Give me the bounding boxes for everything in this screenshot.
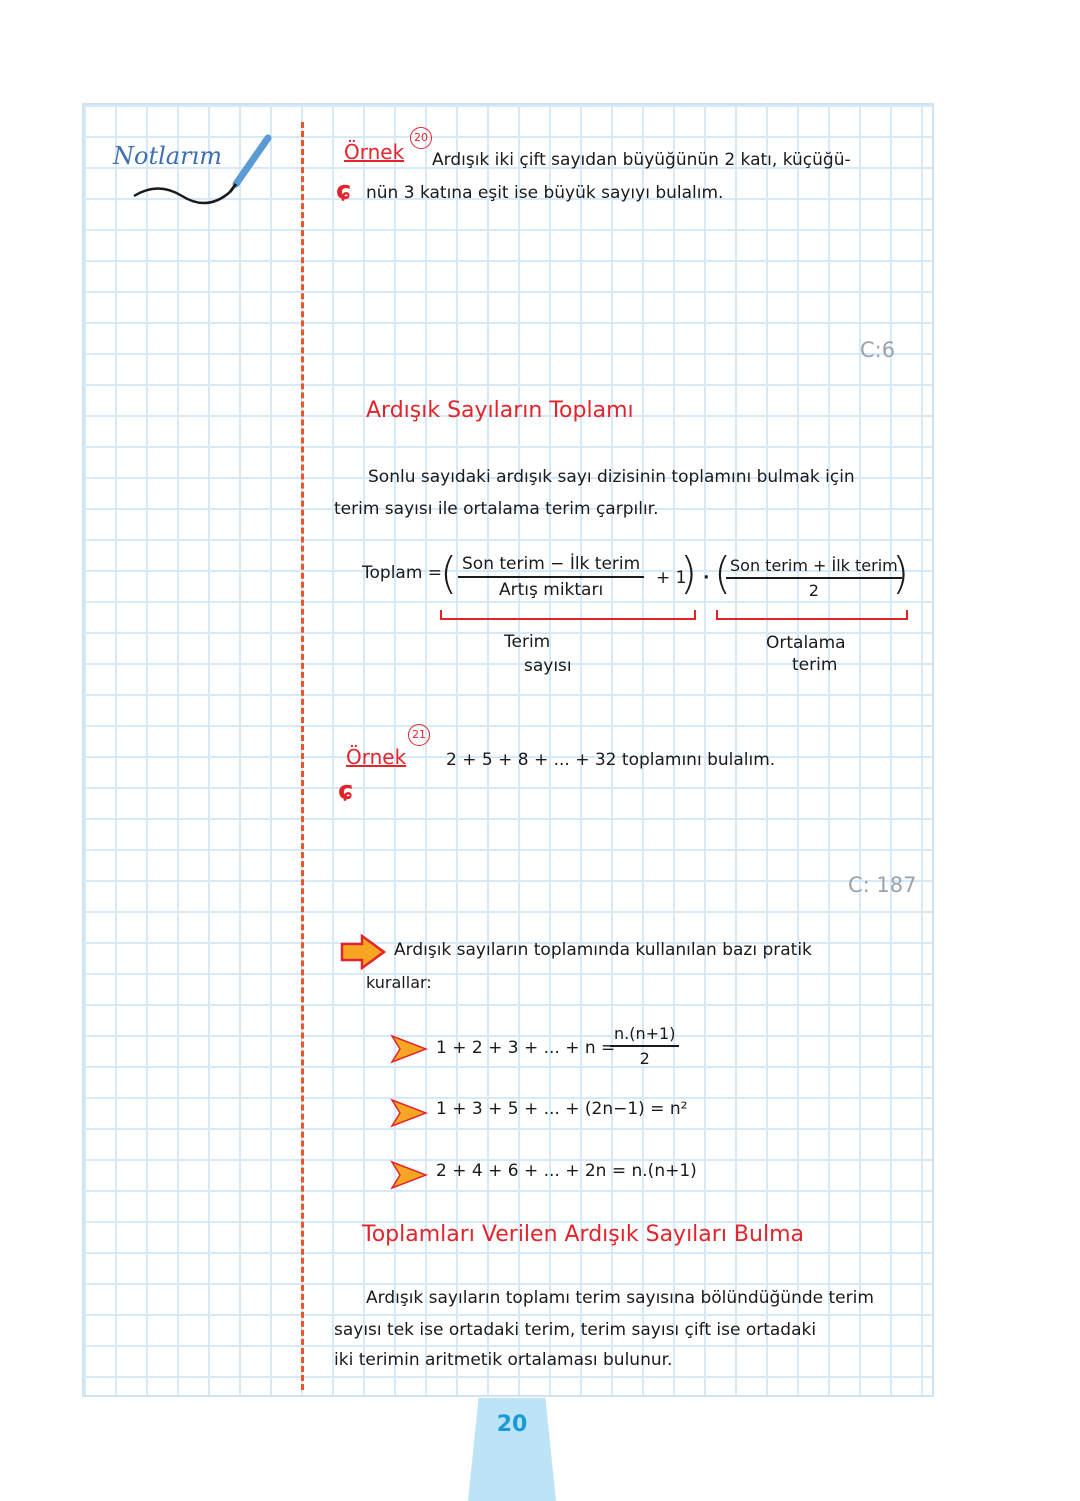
rule-1-denominator: 2 [639,1049,650,1068]
section-1-line2: terim sayısı ile ortalama terim çarpılır. [334,499,659,519]
example-21-number: 21 [408,724,430,746]
example-21-label: Örnek [346,745,407,769]
example-20-label: Örnek [344,140,405,164]
formula-paren-left-1: ( [440,548,458,599]
arrow-icon [340,934,386,970]
label-average: Ortalama [766,633,846,653]
bullet-arrow-icon-2 [390,1098,428,1128]
bullet-arrow-icon [390,1034,428,1064]
section-2-line2: sayısı tek ise ortadaki terim, terim sayısı çift ise ortadaki [334,1320,817,1340]
formula-paren-right-2: ) [892,548,910,599]
swirl-icon-2: ɕ [338,776,354,806]
notes-title: Notlarım [113,142,222,170]
section-1-line1: Sonlu sayıdaki ardışık sayı dizisinin toplamını bulmak için [368,467,855,487]
swirl-icon: ɕ [336,176,352,206]
rules-intro-line2: kurallar: [366,973,432,992]
rule-1-lhs: 1 + 2 + 3 + ... + n = [436,1038,616,1058]
example-20-number: 20 [410,127,432,149]
rule-2: 1 + 3 + 5 + ... + (2n−1) = n² [436,1099,688,1119]
example-21-text: 2 + 5 + 8 + ... + 32 toplamını bulalım. [446,750,776,770]
bullet-arrow-icon-3 [390,1160,428,1190]
brace-average-term [716,610,908,620]
frac2-numerator: Son terim + İlk terim [726,556,902,579]
margin-divider [301,122,304,1390]
example-20-line2: nün 3 katına eşit ise büyük sayıyı bulalım. [366,183,724,203]
label-average-term: terim [792,655,838,675]
section-heading-sum: Ardışık Sayıların Toplamı [366,398,634,423]
formula-dot: · [703,568,710,588]
frac1-denominator: Artış miktarı [499,580,604,600]
example-20-line1: Ardışık iki çift sayıdan büyüğünün 2 katı, küçüğü- [432,150,851,170]
example-21-answer: C: 187 [848,873,917,897]
formula-paren-right-1: ) [680,548,698,599]
label-term: Terim [504,632,551,652]
rules-intro-line1: Ardışık sayıların toplamında kullanılan bazı pratik [394,940,812,960]
label-count: sayısı [524,656,572,676]
example-20-answer: C:6 [860,338,896,362]
page-number: 20 [496,1412,528,1437]
frac1-numerator: Son terim − İlk terim [458,554,644,578]
rule-1-numerator: n.(n+1) [610,1024,679,1047]
pencil-squiggle-icon [130,132,275,212]
formula-paren-left-2: ( [714,548,732,599]
section-2-line3: iki terimin aritmetik ortalaması bulunur. [334,1350,673,1370]
brace-term-count [440,610,696,620]
frac2-denominator: 2 [808,581,819,600]
rule-3: 2 + 4 + 6 + ... + 2n = n.(n+1) [436,1161,697,1181]
section-heading-find: Toplamları Verilen Ardışık Sayıları Bulma [362,1222,804,1247]
formula-plus-one: + 1 [656,568,687,588]
formula-lhs: Toplam = [362,563,443,583]
section-2-line1: Ardışık sayıların toplamı terim sayısına bölündüğünde terim [366,1288,874,1308]
rule-1-fraction [610,1024,679,1068]
formula-fraction-2 [726,556,902,600]
formula-fraction-1 [458,554,644,600]
